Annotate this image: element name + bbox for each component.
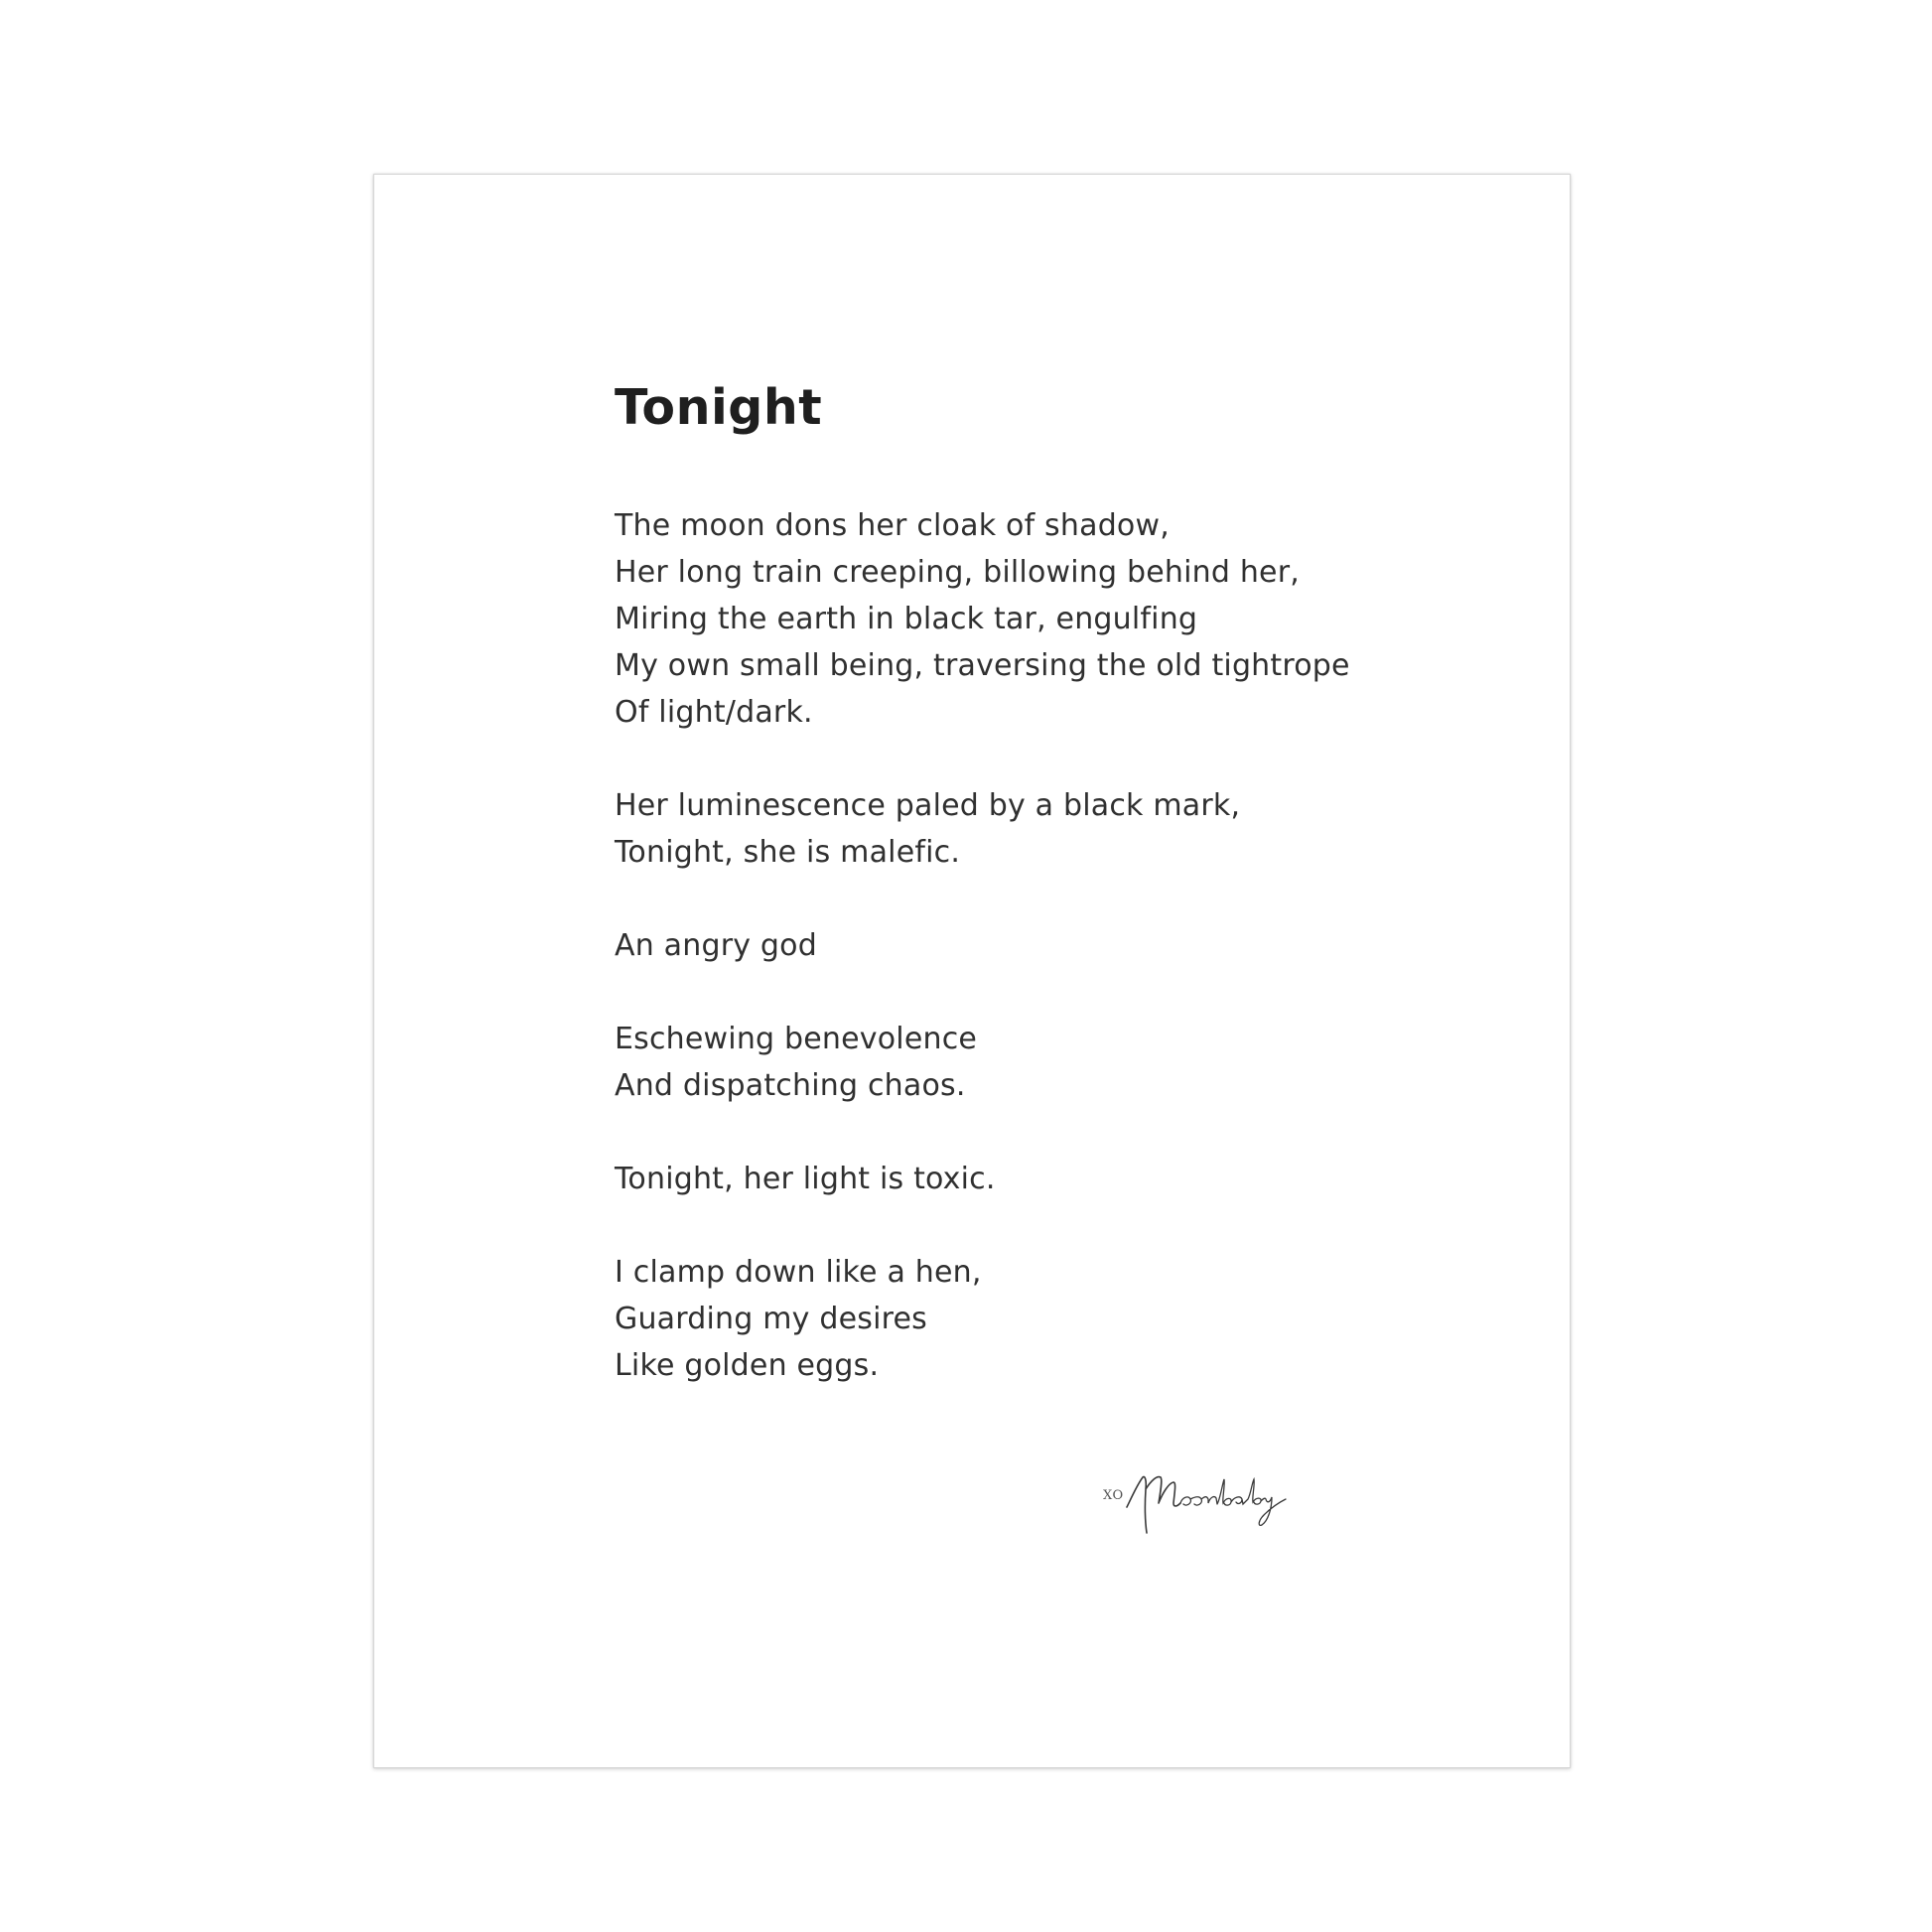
poem-line: An angry god [615,928,817,963]
stanza [615,502,1508,736]
poem-line: And dispatching chaos. [615,1068,966,1103]
poem-line: Guarding my desires [615,1302,927,1336]
handwritten-signature [1101,1455,1300,1545]
signature [1101,1455,1300,1545]
stanza [615,1249,1508,1389]
poem-line: Of light/dark. [615,695,813,730]
poem-line: Tonight, she is malefic. [615,835,961,870]
poem-line: Tonight, her light is toxic. [615,1162,996,1196]
signature-script [1127,1477,1180,1534]
poem-line: Miring the earth in black tar, engulfing [615,602,1198,636]
print-sheet [373,174,1571,1768]
stanza [615,782,1508,876]
poem-line: Eschewing benevolence [615,1022,978,1056]
stanza [615,922,1508,969]
poem-body [615,502,1508,1389]
poem-line: I clamp down like a hen, [615,1255,982,1290]
poem-line: My own small being, traversing the old tightrope [615,648,1350,683]
stanza [615,1156,1508,1202]
poem-line: Her long train creeping, billowing behind her, [615,555,1300,590]
poem-title: Tonight [615,379,823,436]
poem-line: The moon dons her cloak of shadow, [615,508,1170,543]
poem-line: Her luminescence paled by a black mark, [615,788,1241,823]
poem-line: Like golden eggs. [615,1348,880,1383]
stanza [615,1016,1508,1109]
signature-prefix: XO [1103,1488,1124,1503]
